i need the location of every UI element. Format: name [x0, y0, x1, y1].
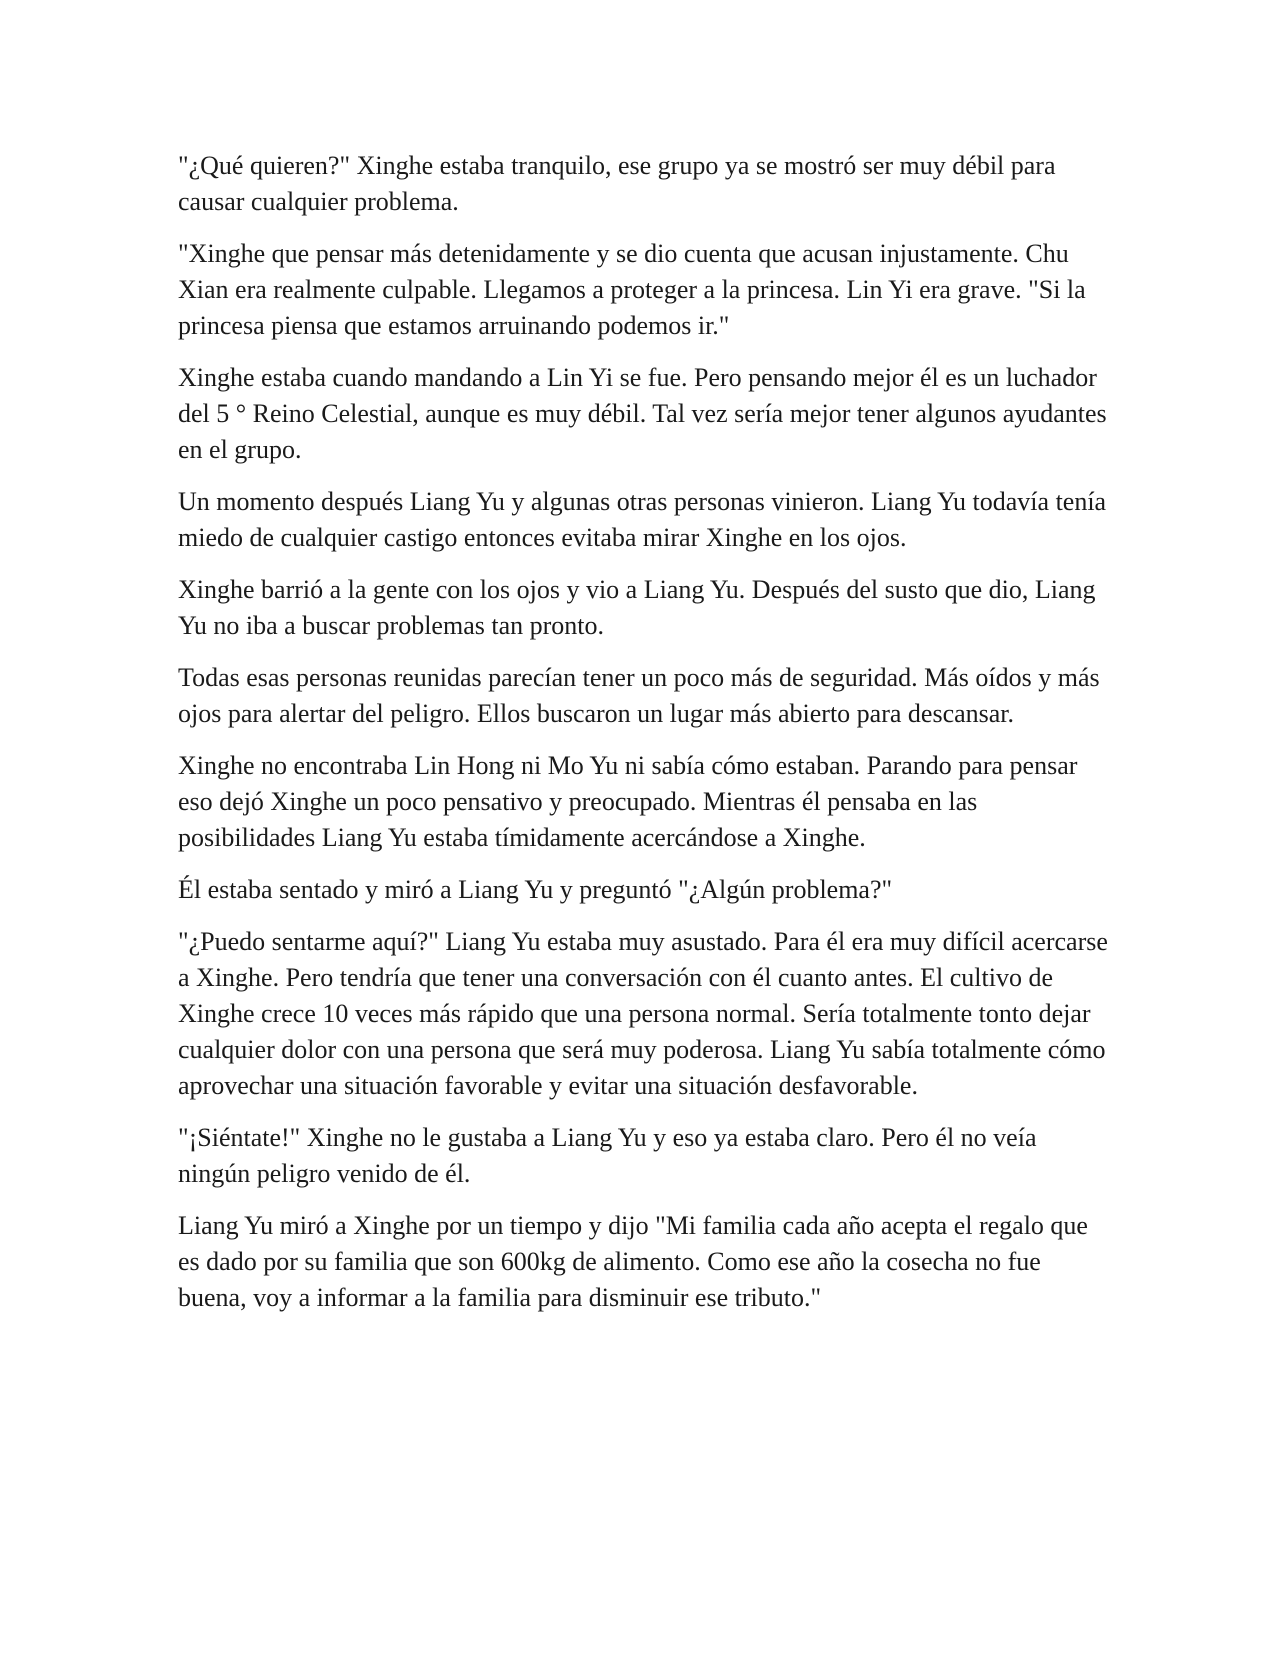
paragraph-10: "¡Siéntate!" Xinghe no le gustaba a Liang Yu y eso ya estaba claro. Pero él no veía ningún peligro venido de él.: [178, 1123, 1037, 1188]
paragraph-5: Xinghe barrió a la gente con los ojos y vio a Liang Yu. Después del susto que dio, Liang Yu no iba a buscar problemas tan pronto.: [178, 575, 1096, 640]
paragraph-11: Liang Yu miró a Xinghe por un tiempo y dijo "Mi familia cada año acepta el regalo que es dado por su familia que son 600kg de alimento. Como ese año la cosecha no fue buena, voy a informar a la familia para disminuir ese tributo.": [178, 1211, 1088, 1312]
paragraph-3: Xinghe estaba cuando mandando a Lin Yi se fue. Pero pensando mejor él es un luchador del 5 ° Reino Celestial, aunque es muy débil. Tal vez sería mejor tener algunos ayudantes en el grupo.: [178, 363, 1107, 464]
paragraph-4: Un momento después Liang Yu y algunas otras personas vinieron. Liang Yu todavía tenía miedo de cualquier castigo entonces evitaba mirar Xinghe en los ojos.: [178, 487, 1107, 552]
paragraph-8: Él estaba sentado y miró a Liang Yu y preguntó "¿Algún problema?": [178, 875, 893, 904]
document-page: [178, 148, 1108, 1332]
paragraph-1: "¿Qué quieren?" Xinghe estaba tranquilo, ese grupo ya se mostró ser muy débil para causar cualquier problema.: [178, 151, 1056, 216]
paragraph-7: Xinghe no encontraba Lin Hong ni Mo Yu ni sabía cómo estaban. Parando para pensar eso dejó Xinghe un poco pensativo y preocupado. Mientras él pensaba en las posibilidades Liang Yu estaba tímidamente acercándose a Xinghe.: [178, 751, 1078, 852]
paragraph-6: Todas esas personas reunidas parecían tener un poco más de seguridad. Más oídos y más ojos para alertar del peligro. Ellos buscaron un lugar más abierto para descansar.: [178, 663, 1100, 728]
paragraph-9: "¿Puedo sentarme aquí?" Liang Yu estaba muy asustado. Para él era muy difícil acercarse a Xinghe. Pero tendría que tener una conversación con él cuanto antes. El cultivo de Xinghe crece 10 veces más rápido que una persona normal. Sería totalmente tonto dejar cualquier dolor con una persona que será muy poderosa. Liang Yu sabía totalmente cómo aprovechar una situación favorable y evitar una situación desfavorable.: [178, 927, 1108, 1100]
paragraph-2: "Xinghe que pensar más detenidamente y se dio cuenta que acusan injustamente. Chu Xian era realmente culpable. Llegamos a proteger a la princesa. Lin Yi era grave. "Si la princesa piensa que estamos arruinando podemos ir.": [178, 239, 1086, 340]
